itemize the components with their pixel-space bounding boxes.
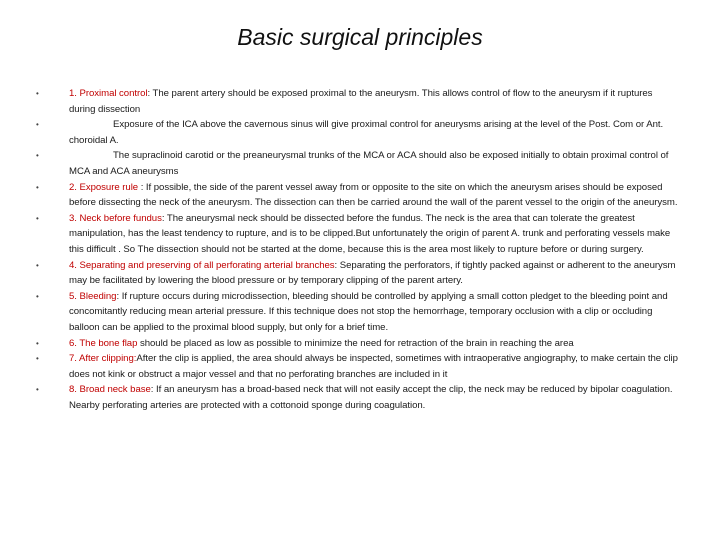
bullet-text: : If an aneurysm has a broad-based neck that will not easily accept the clip, the neck may be reduced by bipolar coagulation. Nearby perforating arteries are protected with a cottonoid sponge during coagulation.: [69, 384, 673, 411]
bullet-item-neck-before-fundus: [36, 211, 680, 258]
bullet-text: should be placed as low as possible to minimize the need for retraction of the brain in reaching the area: [137, 337, 574, 349]
bullet-text: : If rupture occurs during microdissection, bleeding should be controlled by applying a small cotton pledget to the bleeding point and concomitantly reducing mean arterial pressure. If this technique does not stop the hemorrhage, temporary occlusion with a clip or occluding balloon can be applied to the proximal blood supply, but only for a brief time.: [69, 290, 668, 333]
bullet-list: [36, 86, 680, 413]
bullet-icon: •: [36, 385, 39, 395]
bullet-item-bleeding: [36, 289, 680, 336]
bullet-heading: 3. Neck before fundus: [69, 212, 162, 224]
bullet-heading: 5. Bleeding: [69, 290, 117, 302]
bullet-icon: •: [36, 291, 39, 301]
bullet-item-exposure-rule: [36, 180, 680, 211]
slide-title: Basic surgical principles: [237, 24, 483, 50]
bullet-text: : Separating the perforators, if tightly packed against or adherent to the aneurysm may be facilitated by lowering the blood pressure or by temporary clipping of the parent artery.: [69, 259, 676, 287]
bullet-icon: •: [36, 213, 39, 223]
bullet-item-ica-exposure: [36, 117, 680, 148]
bullet-heading: 6. The bone flap: [69, 337, 138, 349]
bullet-icon: •: [36, 354, 39, 364]
bullet-icon: •: [36, 120, 39, 130]
bullet-text: After the clip is applied, the area should always be inspected, sometimes with intraoperative angiography, to make certain the clip does not kink or obstruct a major vessel and that no perforating branches are included in it: [69, 353, 678, 380]
bullet-heading: 4. Separating and preserving of all perforating arterial branches: [69, 259, 335, 271]
bullet-item-after-clipping: [36, 351, 680, 382]
bullet-heading: 2. Exposure rule: [69, 181, 141, 193]
bullet-icon: •: [36, 260, 39, 270]
bullet-icon: •: [36, 338, 39, 348]
bullet-text: : The parent artery should be exposed proximal to the aneurysm. This allows control of flow to the aneurysm if it ruptures during dissection: [69, 88, 653, 115]
bullet-text: : The aneurysmal neck should be dissected before the fundus. The neck is the area that can tolerate the greatest manipulation, has the least tendency to rupture, and is to be clipped.But unfortunately the origin of parent A. trunk and perforating vessels make this difficult . So The dissection should not be started at the dome, because this is the area most likely to rupture before or during surgery.: [69, 212, 671, 255]
bullet-item-broad-neck-base: [36, 382, 680, 413]
bullet-item-proximal-control: [36, 86, 680, 117]
bullet-heading: 1. Proximal control: [69, 88, 148, 99]
bullet-text: Exposure of the ICA above the cavernous sinus will give proximal control for aneurysms arising at the level of the Post. Com or Ant. choroidal A.: [69, 119, 664, 146]
bullet-icon: •: [36, 151, 39, 161]
bullet-text: : If possible, the side of the parent vessel away from or opposite to the site on which the aneurysm arises should be exposed before dissecting the neck of the aneurysm. The dissection can then be carried around the wall of the parent vessel to the origin of the aneurysm.: [69, 181, 678, 209]
bullet-item-supraclinoid: [36, 148, 680, 179]
bullet-heading: 7. After clipping:: [69, 353, 137, 365]
bullet-heading: 8. Broad neck base: [69, 384, 151, 396]
bullet-icon: •: [36, 89, 39, 98]
bullet-item-perforating-branches: [36, 258, 680, 289]
bullet-text: The supraclinoid carotid or the preaneurysmal trunks of the MCA or ACA should also be exposed initially to obtain proximal control of MCA and ACA aneurysms: [69, 150, 669, 177]
bullet-icon: •: [36, 182, 39, 192]
bullet-item-bone-flap: [36, 336, 680, 352]
